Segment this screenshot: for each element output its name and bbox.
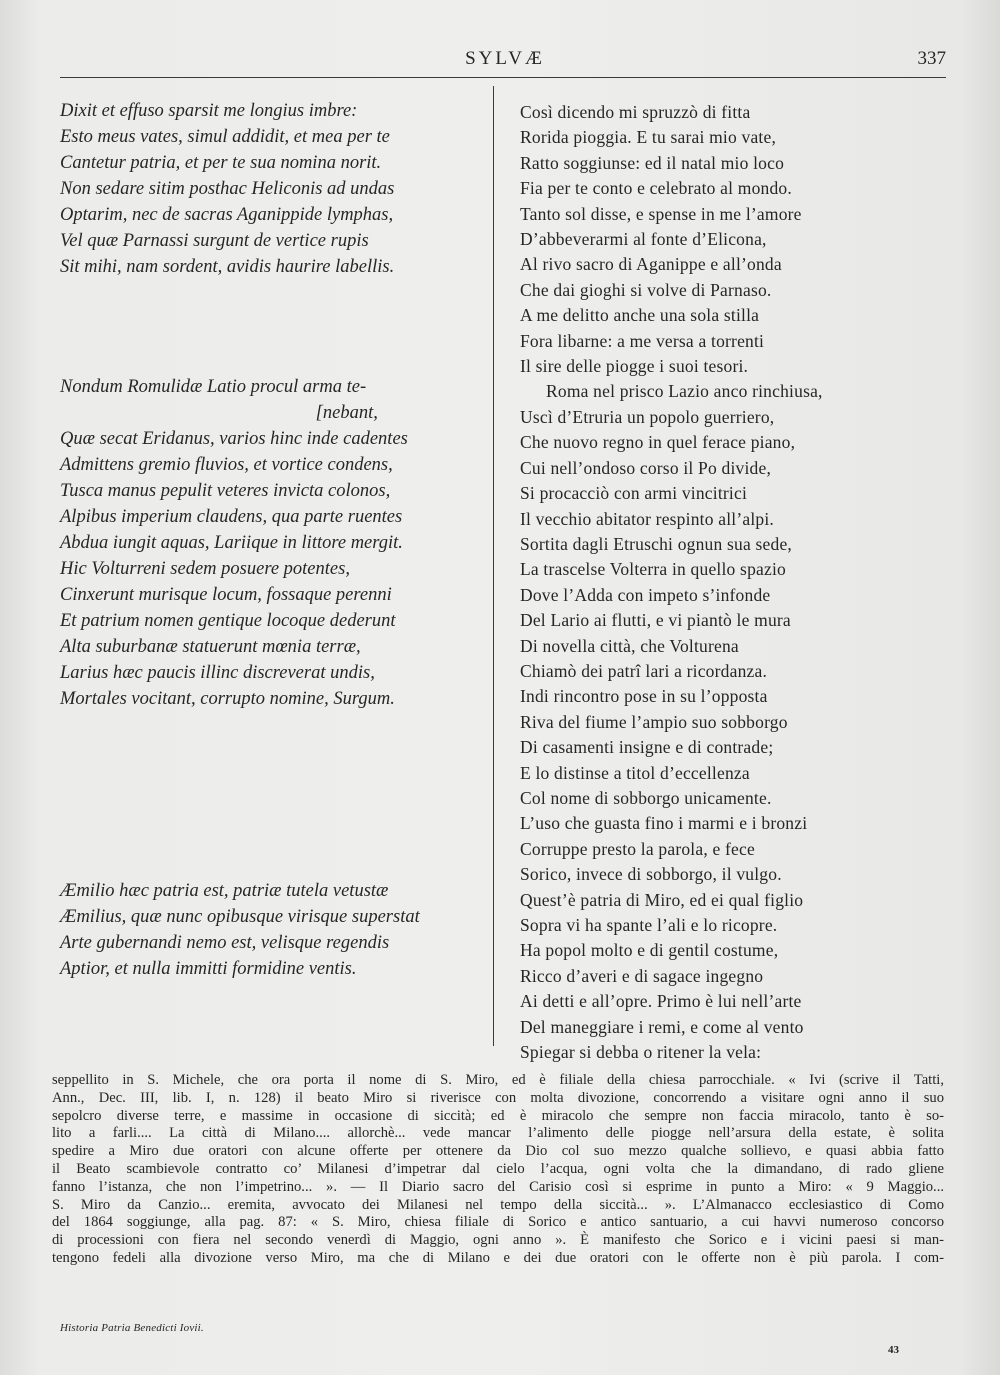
latin-line: Vel quæ Parnassi surgunt de vertice rupis [60,231,369,251]
latin-line: Sit mihi, nam sordent, avidis haurire labellis. [60,257,395,277]
footnote-line: tengono fedeli alla divozione verso Miro, ma che di Milano e dei due oratori con le offerte non è più parola. I com- [52,1249,944,1266]
footnote-line: Ann., Dec. III, lib. I, n. 128) il beato Miro si riverisce con molta divozione, concorrendo a visitare ogni anno il suo [52,1089,944,1106]
footnote-line: S. Miro da Canzio... eremita, avvocato dei Milanesi nel tempo della siccità... ». L’Almanacco ecclesiastico di Como [52,1196,944,1213]
italian-line: Così dicendo mi spruzzò di fitta [520,102,751,122]
signature-mark: 43 [888,1344,899,1356]
footnote-line: spedire a Miro due oratori con alcune offerte per ottenere da Dio col suo mezzo qualche sollievo, e quasi abbia fatto [52,1143,944,1160]
running-head [60,44,950,76]
italian-line: A me delitto anche una sola stilla [520,305,760,326]
latin-line: Esto meus vates, simul addidit, et mea per te [60,127,390,147]
latin-line: Cantetur patria, et per te sua nomina norit. [60,153,382,173]
italian-line: Del Lario ai flutti, e vi piantò le mura [520,610,791,631]
latin-line: Mortales vocitant, corrupto nomine, Surgum. [60,689,395,709]
italian-line: Dove l’Adda con impeto s’infonde [520,584,771,605]
italian-line: Ricco d’averi e di sagace ingegno [520,965,764,986]
running-title: SYLVÆ [465,48,545,69]
italian-column [520,100,950,1065]
footnote [52,1072,944,1268]
italian-line: Riva del fiume l’ampio suo sobborgo [520,711,788,732]
italian-line: Che nuovo regno in quel ferace piano, [520,432,796,453]
italian-line: Ha popol molto e di gentil costume, [520,940,779,961]
page-number: 337 [917,48,946,69]
footnote-line: sepolcro diverse terre, e massime in occasione di siccità; ed è miracolo che sempre non faccia miracolo, tanto è so- [52,1107,944,1124]
italian-line: Indi rincontro pose in su l’opposta [520,686,768,707]
italian-line: Sortita dagli Etruschi ognun sua sede, [520,533,792,554]
italian-line: Al rivo sacro di Aganippe e all’onda [520,254,782,275]
italian-line: Di novella città, che Volturena [520,635,739,656]
italian-line: Di casamenti insigne e di contrade; [520,737,774,758]
latin-line: Æmilio hæc patria est, patriæ tutela vetustæ [60,881,389,901]
latin-line: Non sedare sitim posthac Heliconis ad undas [60,179,395,199]
latin-line: Optarim, nec de sacras Aganippide lymphas, [60,205,394,225]
latin-line-continuation: [nebant, [315,403,378,423]
latin-line: Alta suburbanæ statuerunt mœnia terræ, [60,637,361,657]
footnote-line: fanno l’istanza, che non l’impetrino... ». — Il Diario sacro del Carisio così si esprime in punto a Miro: « 9 Maggio... [52,1178,944,1195]
italian-line: Rorida pioggia. E tu sarai mio vate, [520,127,777,148]
italian-line: Del maneggiare i remi, e come al vento [520,1016,804,1037]
italian-line: Tanto sol disse, e spense in me l’amore [520,203,802,224]
latin-line: Nondum Romulidæ Latio procul arma te- [60,377,367,397]
italian-line: L’uso che guasta fino i marmi e i bronzi [520,813,808,834]
latin-line: Aptior, et nulla immitti formidine ventis. [60,959,357,979]
italian-line: Che dai gioghi si volve di Parnaso. [520,279,772,300]
italian-line: Cui nell’ondoso corso il Po divide, [520,457,772,478]
latin-line: Alpibus imperium claudens, qua parte ruentes [60,507,403,527]
italian-line: Sopra vi ha spante l’ali e lo ricopre. [520,915,778,935]
latin-stanza-2 [60,374,408,712]
latin-line: Cinxerunt murisque locum, fossaque perenni [60,585,392,605]
italian-line: Ai detti e all’opre. Primo è lui nell’arte [520,991,802,1012]
latin-line: Abdua iungit aquas, Lariique in littore mergit. [60,533,403,553]
italian-line: La trascelse Volterra in quello spazio [520,559,786,580]
italian-line: Spiegar si debba o ritener la vela: [520,1042,762,1063]
latin-line: Larius hæc paucis illinc discreverat undis, [60,663,375,683]
italian-line: D’abbeverarmi al fonte d’Elicona, [520,229,767,250]
latin-line: Quæ secat Eridanus, varios hinc inde cadentes [60,429,408,449]
latin-stanza-1 [60,98,394,280]
footnote-line: del 1864 soggiunge, alla pag. 87: « S. Miro, chiesa filiale di Sorico e antico santuario, a cui havvi numeroso concorso [52,1214,944,1231]
latin-stanza-3 [60,878,420,982]
latin-line: Æmilius, quæ nunc opibusque virisque superstat [60,907,420,927]
italian-line: Il vecchio abitator respinto all’alpi. [520,508,774,529]
italian-line: E lo distinse a titol d’eccellenza [520,762,750,783]
italian-line: Ratto soggiunse: ed il natal mio loco [520,152,785,173]
italian-line: Sorico, invece di sobborgo, il vulgo. [520,864,782,885]
footnote-line: lito a farli.... La città di Milano.... allorchè... vede mancar l’alimento delle piogge nell’arsura della estate, è solita [52,1125,944,1142]
italian-line: Fora libarne: a me versa a torrenti [520,330,765,351]
italian-line: Fia per te conto e celebrato al mondo. [520,178,792,199]
book-title-footer: Historia Patria Benedicti Iovii. [60,1322,204,1334]
italian-line: Il sire delle piogge i suoi tesori. [520,356,749,377]
footnote-line: seppellito in S. Michele, che ora porta il nome di S. Miro, ed è filiale della chiesa parrocchiale. « Ivi (scrive il Tatti, [52,1072,944,1088]
italian-line: Corruppe presto la parola, e fece [520,838,755,859]
italian-line: Quest’è patria di Miro, ed ei qual figlio [520,889,804,910]
latin-line: Tusca manus pepulit veteres invicta colonos, [60,481,391,501]
italian-line: Uscì d’Etruria un popolo guerriero, [520,406,775,427]
italian-line: Col nome di sobborgo unicamente. [520,787,772,808]
latin-line: Dixit et effuso sparsit me longius imbre: [60,101,358,121]
footnote-line: di processioni con fiera nel secondo venerdì di Maggio, ogni anno ». È manifesto che Sorico e i vicini paesi si man- [52,1232,944,1249]
footnote-line: il Beato scambievole contratto co’ Milanesi d’impetrar dal cielo l’acqua, ogni volta che la dimandano, di rado gliene [52,1160,944,1177]
latin-line: Arte gubernandi nemo est, velisque regendis [60,933,390,953]
italian-line: Roma nel prisco Lazio anco rinchiusa, [546,381,823,402]
latin-line: Admittens gremio fluvios, et vortice condens, [60,455,393,475]
column-divider [493,86,494,1046]
latin-line: Hic Volturreni sedem posuere potentes, [60,559,350,579]
latin-line: Et patrium nomen gentique locoque dederunt [60,611,396,631]
header-rule [60,77,946,78]
italian-line: Chiamò dei patrî lari a ricordanza. [520,660,768,681]
italian-line: Si procacciò con armi vincitrici [520,483,748,504]
